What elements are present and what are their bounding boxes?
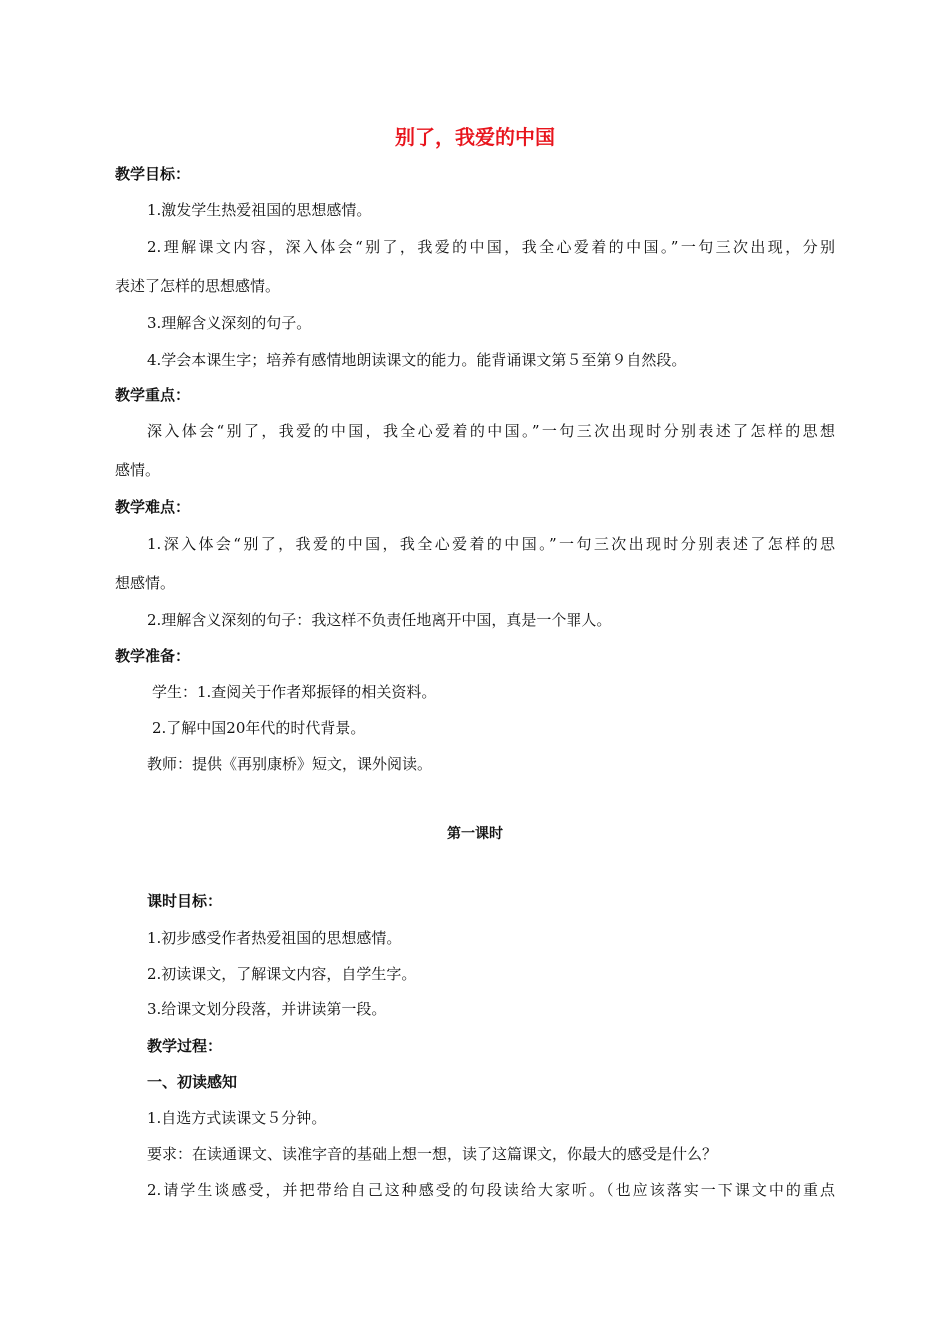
goals-heading: 教学目标： bbox=[115, 165, 191, 183]
lesson-goals-heading: 课时目标： bbox=[147, 892, 223, 910]
step-1-requirement: 要求：在读通课文、读准字音的基础上想一想，读了这篇课文，你最大的感受是什么？ bbox=[147, 1145, 718, 1163]
difficulty-item-1-line-2: 想感情。 bbox=[115, 574, 176, 592]
goal-item-2-line-2: 表述了怎样的思想感情。 bbox=[115, 277, 281, 295]
difficulty-item-2: 2.理解含义深刻的句子：我这样不负责任地离开中国，真是一个罪人。 bbox=[147, 611, 612, 629]
lesson-goal-1: 1.初步感受作者热爱祖国的思想感情。 bbox=[147, 929, 402, 947]
process-heading: 教学过程： bbox=[147, 1037, 223, 1055]
key-points-line-2: 感情。 bbox=[115, 461, 161, 479]
step-2: 2.请学生谈感受，并把带给自己这种感受的句段读给大家听。（也应该落实一下课文中的重点 bbox=[147, 1181, 835, 1199]
lesson-goal-2: 2.初读课文，了解课文内容，自学生字。 bbox=[147, 965, 417, 983]
preparation-student-1: 学生：1.查阅关于作者郑振铎的相关资料。 bbox=[152, 683, 437, 701]
goal-item-3: 3.理解含义深刻的句子。 bbox=[147, 314, 312, 332]
difficulty-item-1-line-1: 1.深入体会“别了，我爱的中国，我全心爱着的中国。”一句三次出现时分别表述了怎样的思 bbox=[147, 535, 835, 553]
goal-item-2-line-1: 2.理解课文内容，深入体会“别了，我爱的中国，我全心爱着的中国。”一句三次出现，分别 bbox=[147, 238, 835, 256]
preparation-student-2: 2.了解中国20年代的时代背景。 bbox=[152, 719, 366, 737]
preparation-heading: 教学准备： bbox=[115, 647, 191, 665]
key-points-heading: 教学重点： bbox=[115, 386, 191, 404]
lesson-1-heading: 第一课时 bbox=[447, 826, 503, 842]
goal-item-4: 4.学会本课生字；培养有感情地朗读课文的能力。能背诵课文第５至第９自然段。 bbox=[147, 351, 687, 369]
section-1-heading: 一、初读感知 bbox=[147, 1073, 238, 1091]
preparation-teacher: 教师：提供《再别康桥》短文，课外阅读。 bbox=[147, 755, 433, 773]
difficulties-heading: 教学难点： bbox=[115, 498, 191, 516]
step-1: 1.自选方式读课文５分钟。 bbox=[147, 1109, 327, 1127]
document-title: 别了，我爱的中国 bbox=[395, 125, 555, 149]
lesson-goal-3: 3.给课文划分段落，并讲读第一段。 bbox=[147, 1000, 387, 1018]
key-points-line-1: 深入体会“别了，我爱的中国，我全心爱着的中国。”一句三次出现时分别表述了怎样的思想 bbox=[147, 422, 835, 440]
goal-item-1: 1.激发学生热爱祖国的思想感情。 bbox=[147, 201, 372, 219]
